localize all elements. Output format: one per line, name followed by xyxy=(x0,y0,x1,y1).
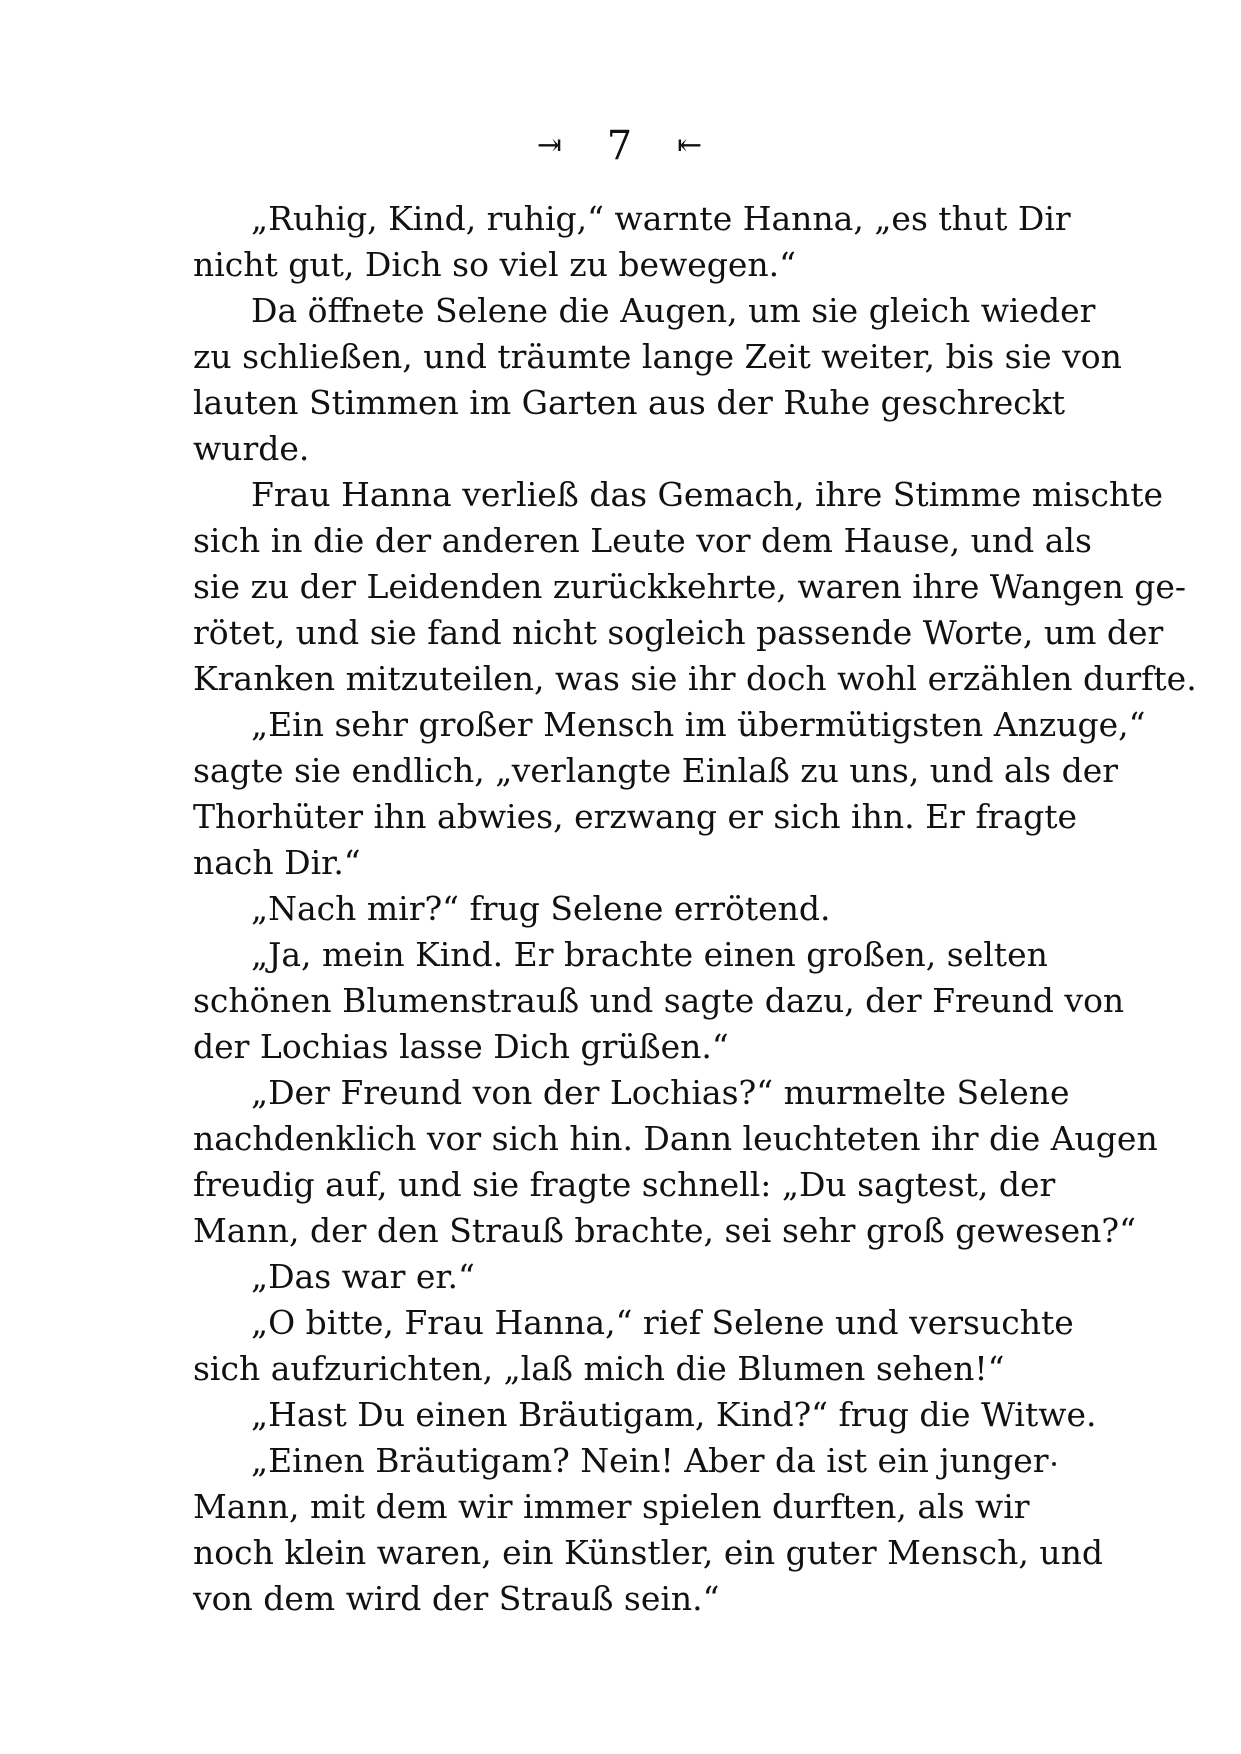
text-line: wurde. xyxy=(193,429,310,468)
text-line: „Einen Bräutigam? Nein! Aber da ist ein junger xyxy=(251,1441,1049,1480)
page-header xyxy=(0,118,1241,171)
text-line: lauten Stimmen im Garten aus der Ruhe geschreckt xyxy=(193,383,1065,422)
text-line: Thorhüter ihn abwies, erzwang er sich ihn. Er fragte xyxy=(193,797,1078,836)
ornament-left-icon: ⇥ xyxy=(536,128,565,163)
page-number: 7 xyxy=(606,123,635,169)
stray-mark xyxy=(1052,1462,1056,1466)
text-line: sich in die der anderen Leute vor dem Hause, und als xyxy=(193,521,1092,560)
text-line: nicht gut, Dich so viel zu bewegen.“ xyxy=(193,245,797,284)
text-line: nachdenklich vor sich hin. Dann leuchteten ihr die Augen xyxy=(193,1119,1158,1158)
text-line: von dem wird der Strauß sein.“ xyxy=(193,1579,720,1618)
text-line: schönen Blumenstrauß und sagte dazu, der Freund von xyxy=(193,981,1125,1020)
text-line: noch klein waren, ein Künstler, ein guter Mensch, und xyxy=(193,1533,1103,1572)
text-line: „O bitte, Frau Hanna,“ rief Selene und versuchte xyxy=(251,1303,1074,1342)
text-line: zu schließen, und träumte lange Zeit weiter, bis sie von xyxy=(193,337,1122,376)
text-line: nach Dir.“ xyxy=(193,843,361,882)
text-line: „Ein sehr großer Mensch im übermütigsten Anzuge,“ xyxy=(251,705,1146,744)
text-line: „Ja, mein Kind. Er brachte einen großen, selten xyxy=(251,935,1048,974)
text-line: Mann, der den Strauß brachte, sei sehr groß gewesen?“ xyxy=(193,1211,1136,1250)
text-line: „Das war er.“ xyxy=(251,1257,475,1296)
text-line: „Ruhig, Kind, ruhig,“ warnte Hanna, „es thut Dir xyxy=(251,199,1071,238)
text-line: „Nach mir?“ frug Selene errötend. xyxy=(251,889,831,928)
text-line: sich aufzurichten, „laß mich die Blumen sehen!“ xyxy=(193,1349,1005,1388)
text-line: Da öffnete Selene die Augen, um sie gleich wieder xyxy=(251,291,1096,330)
body-text xyxy=(193,196,1197,1622)
text-line: sie zu der Leidenden zurückkehrte, waren ihre Wangen ge- xyxy=(193,567,1187,606)
text-line: Mann, mit dem wir immer spielen durften, als wir xyxy=(193,1487,1030,1526)
text-line: Kranken mitzuteilen, was sie ihr doch wohl erzählen durfte. xyxy=(193,659,1197,698)
ornament-right-icon: ⇤ xyxy=(676,128,705,163)
text-line: freudig auf, und sie fragte schnell: „Du sagtest, der xyxy=(193,1165,1056,1204)
text-line: sagte sie endlich, „verlangte Einlaß zu uns, und als der xyxy=(193,751,1119,790)
text-line: „Hast Du einen Bräutigam, Kind?“ frug die Witwe. xyxy=(251,1395,1097,1434)
text-line: rötet, und sie fand nicht sogleich passende Worte, um der xyxy=(193,613,1164,652)
text-line: Frau Hanna verließ das Gemach, ihre Stimme mischte xyxy=(251,475,1164,514)
text-line: der Lochias lasse Dich grüßen.“ xyxy=(193,1027,729,1066)
text-line: „Der Freund von der Lochias?“ murmelte Selene xyxy=(251,1073,1070,1112)
